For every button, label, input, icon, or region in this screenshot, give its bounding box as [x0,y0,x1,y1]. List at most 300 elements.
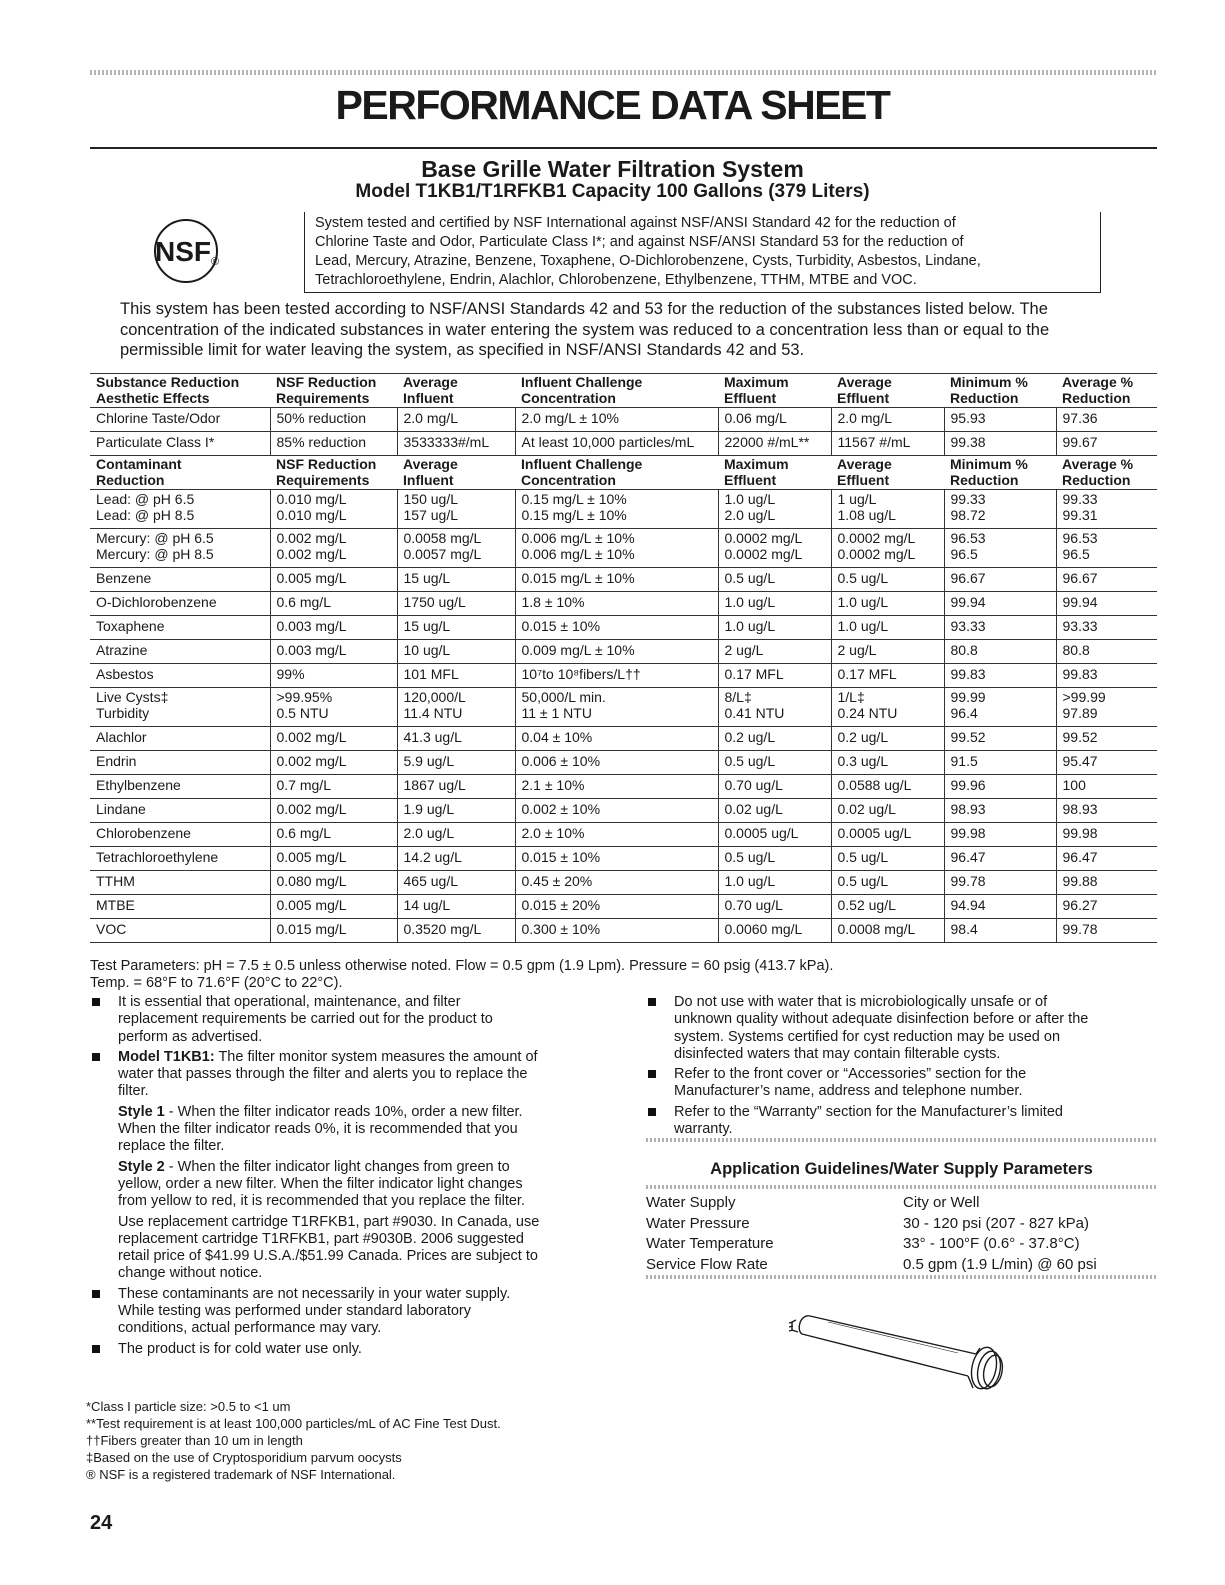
cell-value: 0.5 ug/L [837,849,889,865]
column-header-line: Concentration [521,389,616,406]
cell-value: Turbidity [96,704,150,721]
cell-value: 80.8 [950,642,978,658]
cell-value: Lead: @ pH 8.5 [96,506,195,523]
cell-value: 1/L‡ [837,689,865,705]
column-header-line: Reduction [96,471,165,488]
cell-value: 0.002 mg/L [276,530,347,546]
cell-value: 97.36 [1062,410,1098,426]
cell-value: TTHM [96,873,135,889]
table-cell [397,823,515,847]
cell-value: 0.5 ug/L [837,570,889,586]
cell-value: 0.06 mg/L [724,410,787,426]
table-row [90,529,1157,568]
table-cell [515,592,718,616]
cell-value: 0.002 mg/L [276,729,347,745]
note-line: retail price of $41.99 U.S.A./$51.99 Canada. Prices are subject to [118,1248,538,1265]
page-number: 24 [90,1512,113,1534]
table-cell [270,529,397,568]
note-line: replace the filter. [118,1138,225,1155]
cell-value: Endrin [96,753,137,769]
cell-value: 0.02 ug/L [724,801,783,817]
cell-value: 0.5 ug/L [724,570,776,586]
cell-value: Benzene [96,570,152,586]
cell-value: Lindane [96,801,146,817]
table-cell [944,640,1056,664]
table-cell [944,775,1056,799]
note-line: Do not use with water that is microbiologically unsafe or of [674,994,1048,1010]
cell-value: 0.2 ug/L [837,729,889,745]
table-cell [944,529,1056,568]
column-header-line: Effluent [724,389,777,406]
table-cell [397,529,515,568]
table-cell [718,664,831,688]
table-cell [515,640,718,664]
cell-value: 15 ug/L [403,618,451,634]
cell-value: 0.6 mg/L [276,825,331,841]
cell-value: 0.005 mg/L [276,570,347,586]
cell-value: 2.0 mg/L [837,410,892,426]
cell-value: 96.67 [950,570,986,586]
cell-value: 11567 #/mL [837,434,911,450]
table-cell [831,775,944,799]
table-cell [397,432,515,456]
table-cell [944,823,1056,847]
table-cell [397,408,515,432]
table-cell [718,616,831,640]
cell-value: 1.0 ug/L [724,491,776,507]
cell-value: 5.9 ug/L [403,753,455,769]
note-bullet [90,1286,610,1338]
table-cell [1056,919,1157,943]
column-header-line: Substance Reduction [96,374,240,390]
cell-value: 0.002 ± 10% [521,801,601,817]
table-cell [718,592,831,616]
column-header-line: Average % [1062,374,1134,390]
table-cell [831,664,944,688]
cell-value: 1.8 ± 10% [521,594,585,610]
substance-cell [90,664,270,688]
guideline-value: 0.5 gpm (1.9 L/min) @ 60 psi [903,1255,1097,1273]
cell-value: 0.300 ± 10% [521,921,601,937]
cell-value: 0.02 ug/L [837,801,896,817]
note-line: disinfected waters that may contain filterable cysts. [674,1045,1001,1062]
note-line: replacement requirements be carried out for the product to [118,1011,493,1028]
table-cell [515,775,718,799]
cell-value: 96.47 [950,849,986,865]
cell-value: 0.04 ± 10% [521,729,593,745]
table-row [90,799,1157,823]
cell-value: 1 ug/L [837,491,877,507]
table-cell [718,432,831,456]
table-cell [831,871,944,895]
cell-value: 2.0 mg/L ± 10% [521,410,619,426]
bullet-square-icon [92,1053,100,1061]
table-cell [1056,871,1157,895]
cell-value: 1750 ug/L [403,594,466,610]
cell-value: 1.0 ug/L [837,618,889,634]
certification-box [304,212,1101,293]
note-line: The product is for cold water use only. [118,1340,362,1357]
cell-value: 0.002 mg/L [276,545,347,562]
cell-value: 98.72 [950,506,986,523]
table-cell [944,408,1056,432]
cell-value: 99.83 [950,666,986,682]
cell-value: 3533333#/mL [403,434,490,450]
column-header-line: Effluent [837,389,890,406]
cell-value: 8/L‡ [724,689,752,705]
guidelines-table [646,1193,1157,1275]
cell-value: 2.0 ug/L [724,506,776,523]
style-2-note [90,1159,610,1211]
column-header-line: Concentration [521,471,616,488]
cell-value: 98.93 [1062,801,1098,817]
table-cell [270,847,397,871]
column-header [515,456,718,490]
table-cell [397,919,515,943]
table-cell [944,592,1056,616]
note-line: conditions, actual performance may vary. [118,1320,382,1337]
cell-value: 80.8 [1062,642,1090,658]
table-cell [944,871,1056,895]
guidelines-row [646,1234,1157,1255]
cell-value: 0.010 mg/L [276,491,347,507]
table-cell [718,688,831,727]
cell-value: 96.4 [950,704,978,721]
cell-value: Mercury: @ pH 8.5 [96,545,214,562]
cell-value: 120,000/L [403,689,466,705]
cell-value: 99.94 [1062,594,1098,610]
intro-line: permissible limit for water leaving the system, as specified in NSF/ANSI Standards 42 and 53. [120,341,805,359]
table-cell [831,616,944,640]
cell-value: 2.1 ± 10% [521,777,585,793]
note-line [118,1049,610,1066]
note-line: warranty. [674,1121,733,1138]
table-row [90,895,1157,919]
table-cell [718,823,831,847]
cell-value: 91.5 [950,753,978,769]
style-label: Style 2 [118,1158,165,1175]
table-header-row [90,374,1157,408]
cell-value: 0.006 mg/L ± 10% [521,530,635,546]
right-notes [646,994,1161,1141]
cell-value: 99.78 [950,873,986,889]
table-cell [944,895,1056,919]
cell-value: 97.89 [1062,704,1098,721]
footnote: ® NSF is a registered trademark of NSF International. [86,1467,396,1482]
cell-value: 0.45 ± 20% [521,873,593,889]
cell-value: 94.94 [950,897,986,913]
table-cell [270,490,397,529]
cell-value: 0.7 mg/L [276,777,331,793]
cell-value: 0.0005 ug/L [724,825,799,841]
column-header-line: Influent [403,389,454,406]
table-cell [515,727,718,751]
table-cell [397,616,515,640]
cell-value: 0.006 mg/L ± 10% [521,545,635,562]
note-line: filter. [118,1083,149,1100]
column-header-line: Average [837,456,892,472]
table-cell [397,727,515,751]
table-cell [397,871,515,895]
note-line: While testing was performed under standard laboratory [118,1303,472,1320]
note-line: perform as advertised. [118,1028,263,1045]
cell-value: 0.5 ug/L [724,849,776,865]
cell-value: 95.93 [950,410,986,426]
table-cell [831,568,944,592]
table-cell [1056,490,1157,529]
column-header [718,456,831,490]
table-cell [831,895,944,919]
column-header [944,374,1056,408]
style-1-note [90,1104,610,1156]
table-cell [1056,408,1157,432]
table-cell [944,688,1056,727]
cell-value: 0.5 ug/L [837,873,889,889]
cell-value: >99.95% [276,689,333,705]
substance-cell [90,640,270,664]
table-cell [944,490,1056,529]
cell-value: 96.47 [1062,849,1098,865]
table-cell [831,592,944,616]
cell-value: 0.0058 mg/L [403,530,482,546]
table-row [90,751,1157,775]
cell-value: 99.99 [950,689,986,705]
guidelines-row [646,1193,1157,1214]
table-cell [718,751,831,775]
table-cell [831,490,944,529]
table-cell [831,432,944,456]
table-row [90,592,1157,616]
table-cell [718,490,831,529]
table-cell [515,408,718,432]
column-header-line: Minimum % [950,374,1028,390]
cell-value: 99.52 [950,729,986,745]
top-dotted-rule [90,70,1157,75]
cell-value: 0.015 ± 20% [521,897,601,913]
cell-value: 14.2 ug/L [403,849,462,865]
note-line: unknown quality without adequate disinfection before or after the [674,1011,1089,1028]
cell-value: 50,000/L min. [521,689,606,705]
cartridge-note [90,1214,610,1283]
table-cell [1056,727,1157,751]
cell-value: 98.93 [950,801,986,817]
bullet-square-icon [92,1290,100,1298]
note-line: replacement cartridge T1RFKB1, part #9030B. 2006 suggested [118,1230,524,1247]
cell-value: 100 [1062,777,1086,793]
table-cell [944,664,1056,688]
table-row [90,432,1157,456]
note-line: Manufacturer’s name, address and telephone number. [674,1083,1023,1100]
column-header [270,456,397,490]
note-line: It is essential that operational, maintenance, and filter [118,994,461,1010]
cell-value: 99.38 [950,434,986,450]
column-header [718,374,831,408]
column-header-line: Reduction [950,389,1019,406]
application-guidelines [646,1138,1157,1279]
table-row [90,919,1157,943]
footnote: *Class I particle size: >0.5 to <1 um [86,1399,291,1414]
table-cell [944,568,1056,592]
note-text: The filter monitor system measures the amount of [214,1048,538,1065]
cell-value: Chlorobenzene [96,825,191,841]
table-cell [515,871,718,895]
cell-value: 0.0002 mg/L [724,545,803,562]
note-bullet [90,1049,610,1101]
cell-value: Alachlor [96,729,147,745]
cell-value: 0.0060 mg/L [724,921,803,937]
cell-value: 0.70 ug/L [724,897,783,913]
test-parameters-line: Test Parameters: pH = 7.5 ± 0.5 unless otherwise noted. Flow = 0.5 gpm (1.9 Lpm). Pressure = 60 psig (413.7 kPa). [90,958,834,974]
cell-value: 0.41 NTU [724,704,785,721]
table-cell [1056,823,1157,847]
column-header [1056,456,1157,490]
cell-value: 150 ug/L [403,491,458,507]
table-cell [515,664,718,688]
table-cell [831,799,944,823]
substance-cell [90,490,270,529]
cert-line: System tested and certified by NSF International against NSF/ANSI Standard 42 for the reduction of [315,215,956,231]
column-header-line: Contaminant [96,456,182,472]
cell-value: 2.0 ± 10% [521,825,585,841]
cell-value: 0.005 mg/L [276,849,347,865]
cell-value: 99% [276,666,305,682]
cell-value: Tetrachloroethylene [96,849,219,865]
table-cell [270,568,397,592]
cert-line: Chlorine Taste and Odor, Particulate Class I*; and against NSF/ANSI Standard 53 for the reduction of [315,234,964,250]
note-line: Refer to the “Warranty” section for the Manufacturer’s limited [674,1103,1063,1120]
cell-value: 0.5 NTU [276,704,329,721]
substance-cell [90,919,270,943]
cell-value: 0.0008 mg/L [837,921,916,937]
table-cell [397,775,515,799]
table-cell [270,823,397,847]
table-cell [515,432,718,456]
table-cell [270,895,397,919]
cell-value: 0.015 ± 10% [521,618,601,634]
table-cell [397,664,515,688]
column-header-line: NSF Reduction [276,456,377,472]
cell-value: Live Cysts‡ [96,689,169,705]
substance-cell [90,871,270,895]
nsf-logo-icon [141,218,231,284]
substance-cell [90,799,270,823]
cell-value: 99.31 [1062,506,1098,523]
cell-value: 2.0 mg/L [403,410,458,426]
substance-cell [90,688,270,727]
cell-value: 0.0002 mg/L [837,530,916,546]
cell-value: Mercury: @ pH 6.5 [96,530,214,546]
cell-value: 0.010 mg/L [276,506,347,523]
substance-cell [90,529,270,568]
cell-value: 14 ug/L [403,897,451,913]
column-header [515,374,718,408]
table-cell [1056,799,1157,823]
table-cell [515,688,718,727]
dotted-rule [646,1185,1157,1189]
column-header-line: NSF Reduction [276,374,377,390]
bullet-square-icon [92,998,100,1006]
note-bullet [646,1104,1161,1139]
cell-value: 0.24 NTU [837,704,898,721]
cell-value: 0.015 mg/L ± 10% [521,570,635,586]
guideline-value: 30 - 120 psi (207 - 827 kPa) [903,1214,1089,1232]
cell-value: 0.17 MFL [837,666,897,682]
table-row [90,823,1157,847]
column-header-line: Maximum [724,374,789,390]
performance-data-table [90,373,1157,943]
model-label: Model T1KB1: [118,1048,215,1065]
bullet-square-icon [648,1108,656,1116]
cell-value: 99.33 [950,491,986,507]
cell-value: 41.3 ug/L [403,729,462,745]
cell-value: 96.53 [950,530,986,546]
guideline-label: Service Flow Rate [646,1255,768,1273]
cell-value: MTBE [96,897,135,913]
cell-value: 1.9 ug/L [403,801,455,817]
table-cell [270,775,397,799]
substance-cell [90,568,270,592]
cell-value: 0.2 ug/L [724,729,776,745]
table-cell [831,919,944,943]
table-cell [270,640,397,664]
table-cell [718,847,831,871]
product-subtitle: Base Grille Water Filtration System [421,156,804,182]
cell-value: 10 ug/L [403,642,451,658]
cell-value: Particulate Class I* [96,434,215,450]
table-cell [944,432,1056,456]
cell-value: 0.005 mg/L [276,897,347,913]
cell-value: 93.33 [950,618,986,634]
table-cell [515,490,718,529]
table-cell [831,751,944,775]
intro-paragraph [120,299,1160,361]
cell-value: Asbestos [96,666,154,682]
table-cell [831,408,944,432]
column-header-line: Reduction [1062,389,1131,406]
table-cell [270,432,397,456]
note-line: change without notice. [118,1265,263,1282]
table-cell [1056,640,1157,664]
cell-value: VOC [96,921,127,937]
cell-value: 96.53 [1062,530,1098,546]
title-rule [90,147,1157,149]
substance-cell [90,727,270,751]
table-cell [397,895,515,919]
table-cell [397,592,515,616]
cell-value: 96.27 [1062,897,1098,913]
cell-value: 99.67 [1062,434,1098,450]
table-cell [515,823,718,847]
cell-value: 1.0 ug/L [837,594,889,610]
guideline-label: Water Temperature [646,1235,774,1252]
cell-value: 465 ug/L [403,873,458,889]
column-header-line: Average [403,456,458,472]
table-cell [270,408,397,432]
cell-value: 0.003 mg/L [276,618,347,634]
table-cell [397,688,515,727]
note-line [118,1159,610,1176]
table-cell [831,688,944,727]
table-cell [1056,592,1157,616]
table-cell [515,847,718,871]
page-title: PERFORMANCE DATA SHEET [335,82,890,128]
column-header-line: Effluent [837,471,890,488]
substance-cell [90,616,270,640]
footnote: **Test requirement is at least 100,000 particles/mL of AC Fine Test Dust. [86,1416,501,1431]
substance-cell [90,751,270,775]
column-header-line: Reduction [950,471,1019,488]
cell-value: 15 ug/L [403,570,451,586]
